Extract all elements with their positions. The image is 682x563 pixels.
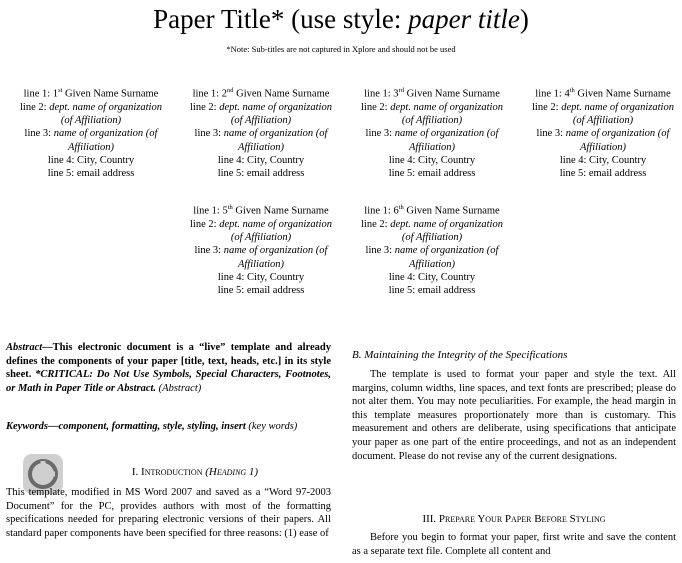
abstract-body: —This electronic document is a “live” template and already defines the components of your paper [title, text, heads, etc.] in its style sheet.: [6, 342, 331, 381]
author-line2b: (of Affiliation): [401, 115, 463, 127]
author-2: [176, 84, 346, 181]
author-line1: line 1: 6th Given Name Surname: [364, 204, 500, 217]
keywords: [6, 420, 331, 434]
author-6: [347, 201, 517, 298]
author-line5: line 5: email address: [217, 168, 305, 180]
author-line3: line 3: name of organization (of: [194, 245, 328, 257]
author-line2: line 2: dept. name of organization: [190, 218, 332, 230]
abstract-critical: *CRITICAL: Do Not Use Symbols, Special Characters, Footnotes, or Math in Paper Title or Abstract.: [6, 369, 331, 394]
title-italic: paper title: [408, 4, 520, 34]
author-line1: line 1: 3rd Given Name Surname: [364, 87, 500, 100]
section-1-heading-text: I. Introduction: [131, 466, 203, 478]
subsection-b-heading: B. Maintaining the Integrity of the Specifications: [352, 349, 568, 361]
author-1: [6, 84, 176, 181]
abstract: [6, 341, 331, 395]
author-line3: line 3: name of organization (of: [365, 245, 499, 257]
author-line3b: Affiliation): [408, 141, 456, 153]
author-line2b: (of Affiliation): [230, 232, 292, 244]
author-line3: line 3: name of organization (of: [194, 128, 328, 140]
author-line5: line 5: email address: [388, 285, 476, 297]
author-line5: line 5: email address: [559, 168, 647, 180]
author-line1: line 1: 1st Given Name Surname: [23, 87, 159, 100]
author-line3b: Affiliation): [237, 141, 285, 153]
title-main: Paper Title* (use style:: [153, 4, 409, 34]
author-line3b: Affiliation): [67, 141, 115, 153]
author-line3b: Affiliation): [408, 258, 456, 270]
author-line4: line 4: City, Country: [559, 154, 647, 166]
author-line1: line 1: 5th Given Name Surname: [193, 204, 329, 217]
author-3: [347, 84, 517, 181]
abstract-tag: (Abstract): [156, 382, 202, 394]
author-line2: line 2: dept. name of organization: [361, 101, 503, 113]
author-line2b: (of Affiliation): [230, 115, 292, 127]
author-line4: line 4: City, Country: [388, 271, 476, 283]
keywords-text: Keywords—component, formatting, style, styling, insert: [6, 421, 246, 432]
author-line4: line 4: City, Country: [217, 154, 305, 166]
author-line4: line 4: City, Country: [217, 271, 305, 283]
author-line3b: Affiliation): [237, 258, 285, 270]
author-line5: line 5: email address: [388, 168, 476, 180]
author-line4: line 4: City, Country: [47, 154, 135, 166]
author-line2: line 2: dept. name of organization: [190, 101, 332, 113]
author-line2b: (of Affiliation): [572, 115, 634, 127]
author-line1: line 1: 4th Given Name Surname: [535, 87, 671, 100]
author-line5: line 5: email address: [217, 285, 305, 297]
abstract-lead: Abstract: [6, 342, 43, 353]
author-line5: line 5: email address: [47, 168, 135, 180]
author-line2b: (of Affiliation): [401, 232, 463, 244]
author-line1: line 1: 2nd Given Name Surname: [192, 87, 330, 100]
subtitle-note: *Note: Sub-titles are not captured in Xplore and should not be used: [226, 44, 456, 54]
section-1-heading: [60, 466, 330, 478]
author-5: [176, 201, 346, 298]
title-close: ): [519, 4, 529, 34]
author-line3: line 3: name of organization (of: [24, 128, 158, 140]
author-line2: line 2: dept. name of organization: [532, 101, 674, 113]
subsection-b-body: The template is used to format your paper and style the text. All margins, column widths, line spaces, and text fonts are prescribed; please do not alter them. You may note peculiarities. For example, the head margin in this template measures proportionately more than is customary. This measurement and others are deliberate, using specifications that anticipate your paper as one part of the entire proceedings, and not as an independent document. Please do not revise any of the current designations.: [352, 369, 676, 462]
section-3-heading: III. Prepare Your Paper Before Styling: [422, 513, 606, 525]
author-line2: line 2: dept. name of organization: [361, 218, 503, 230]
section-1-body: This template, modified in MS Word 2007 and saved as a “Word 97-2003 Document” for the PC, provides authors with most of the formatting specifications needed for preparing electronic versions of their papers. All standard paper components have been specified for three reasons: (1) ease of: [6, 487, 331, 539]
author-line2b: (of Affiliation): [60, 115, 122, 127]
author-line2: line 2: dept. name of organization: [20, 101, 162, 113]
author-line3: line 3: name of organization (of: [365, 128, 499, 140]
keywords-tag: (key words): [245, 421, 298, 432]
section-3-body: Before you begin to format your paper, first write and save the content as a separate text file. Complete all content and: [352, 532, 676, 557]
author-line3: line 3: name of organization (of: [536, 128, 670, 140]
paper-title: [0, 4, 682, 35]
author-line4: line 4: City, Country: [388, 154, 476, 166]
section-1-heading-tag: (Heading 1): [202, 466, 259, 478]
author-4: [518, 84, 682, 181]
author-line3b: Affiliation): [579, 141, 627, 153]
